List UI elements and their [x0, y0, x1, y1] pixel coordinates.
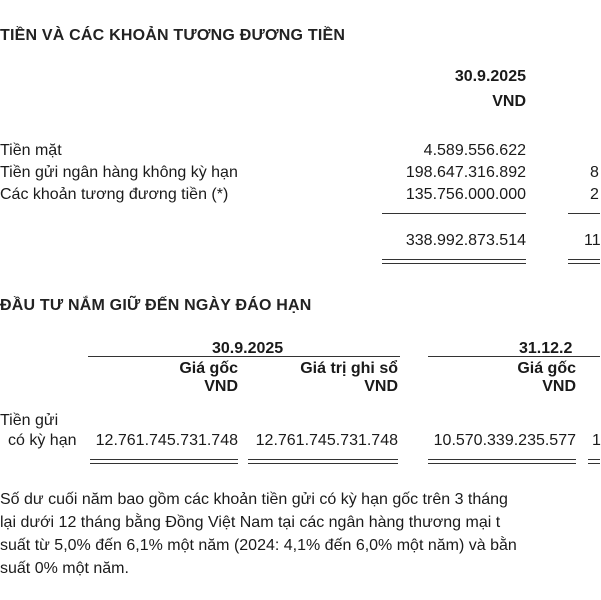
subtotal-rule	[382, 213, 526, 214]
column-cost-header-2024: Giá gốc	[517, 360, 576, 377]
row-label-cash: Tiền mặt	[0, 142, 62, 159]
term-deposit-double-rule-3	[428, 459, 576, 464]
term-deposit-double-rule-1	[90, 459, 238, 464]
row-value-cash-equivalents: 135.756.000.000	[405, 186, 526, 203]
term-deposit-cost-2024: 10.570.339.235.577	[433, 432, 576, 449]
column-cost-header: Giá gốc	[179, 360, 238, 377]
row-label-term-deposits-2: có kỳ hạn	[8, 432, 77, 449]
total-double-rule	[382, 259, 526, 264]
term-deposit-cost-2025: 12.761.745.731.748	[95, 432, 238, 449]
total-value-cash: 338.992.873.514	[405, 232, 526, 249]
period-rule-2025	[88, 356, 400, 357]
period-rule-2024	[428, 356, 600, 357]
subtotal-rule-prior	[568, 213, 600, 214]
term-deposit-book-2025: 12.761.745.731.748	[255, 432, 398, 449]
term-deposit-double-rule-2	[248, 459, 398, 464]
column-book-unit: VND	[364, 378, 398, 395]
row-value-cash-equivalents-prior-cut: 2	[590, 186, 599, 203]
note-line-2: lại dưới 12 tháng bằng Đồng Việt Nam tại các ngân hàng thương mại t	[0, 514, 501, 531]
section-heading-htm: ĐẦU TƯ NẮM GIỮ ĐẾN NGÀY ĐÁO HẠN	[0, 297, 312, 314]
row-label-demand-deposits: Tiền gửi ngân hàng không kỳ hạn	[0, 164, 238, 181]
row-value-demand-deposits-prior-cut: 8	[590, 164, 599, 181]
total-double-rule-prior	[568, 259, 600, 264]
period-header-2025: 30.9.2025	[212, 340, 284, 357]
row-value-cash: 4.589.556.622	[423, 142, 526, 159]
note-line-4: suất 0% một năm.	[0, 560, 129, 577]
column-date-header: 30.9.2025	[454, 68, 526, 85]
row-value-demand-deposits: 198.647.316.892	[405, 164, 526, 181]
column-cost-unit: VND	[204, 378, 238, 395]
column-unit-header: VND	[492, 93, 526, 110]
column-book-header: Giá trị ghi sổ	[300, 360, 398, 377]
total-value-prior-cut: 11	[584, 232, 601, 249]
note-line-3: suất từ 5,0% đến 6,1% một năm (2024: 4,1% đến 6,0% một năm) và bằn	[0, 537, 517, 554]
row-label-term-deposits-1: Tiền gửi	[0, 412, 59, 429]
period-header-2024: 31.12.2	[519, 340, 573, 357]
column-cost-unit-2024: VND	[542, 378, 576, 395]
term-deposit-book-2024-cut: 1	[592, 432, 601, 449]
section-heading-cash: TIỀN VÀ CÁC KHOẢN TƯƠNG ĐƯƠNG TIỀN	[0, 27, 346, 44]
note-line-1: Số dư cuối năm bao gồm các khoản tiền gửi có kỳ hạn gốc trên 3 tháng	[0, 491, 508, 508]
term-deposit-double-rule-4	[588, 459, 600, 464]
row-label-cash-equivalents: Các khoản tương đương tiền (*)	[0, 186, 229, 203]
